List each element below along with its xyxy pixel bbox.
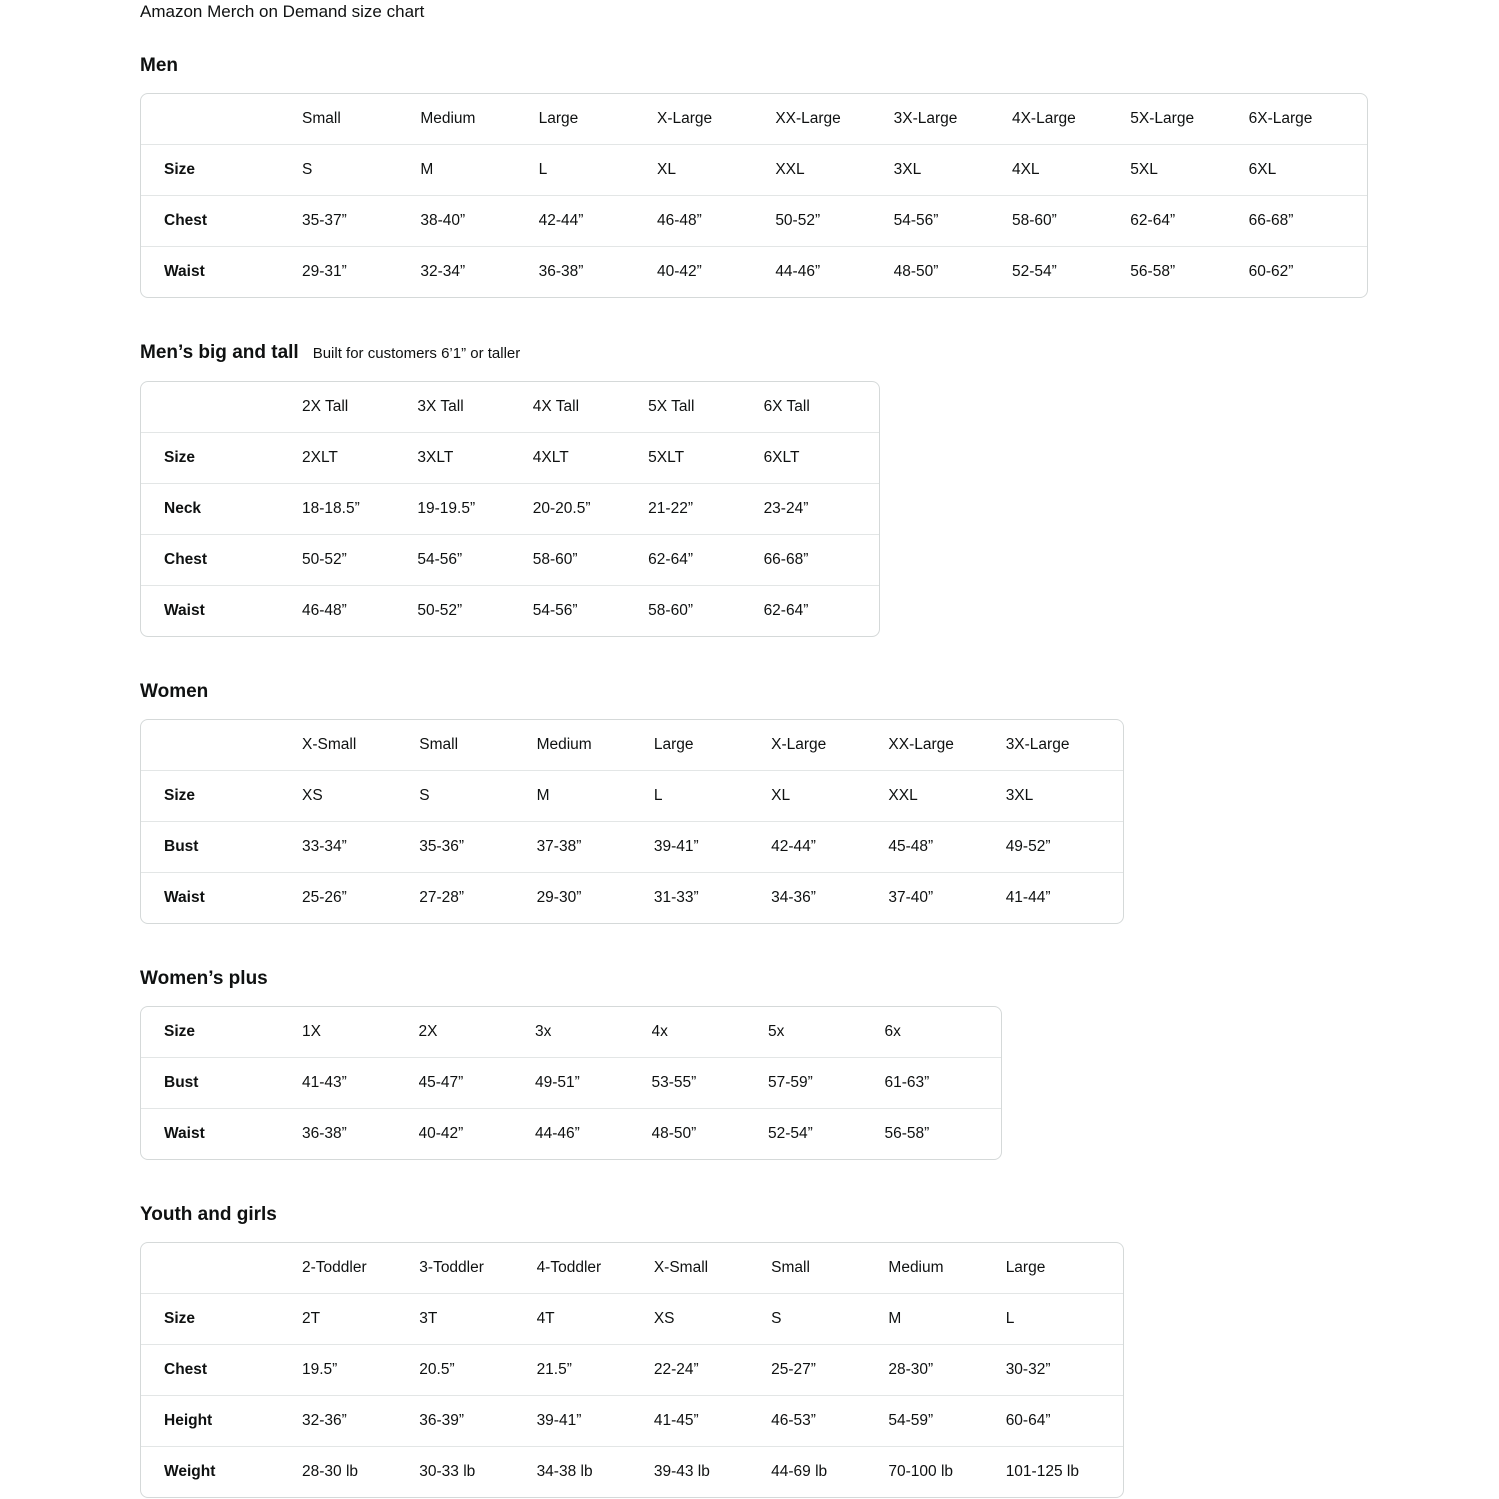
column-header: Medium [888, 1259, 944, 1276]
table-cell: 101-125 lb [1006, 1446, 1123, 1497]
size-table-men [140, 93, 1368, 298]
section-womens-plus [140, 967, 1499, 1160]
table-cell: 25-27” [771, 1344, 888, 1395]
table-cell: 6XL [1249, 144, 1367, 195]
size-table-women [140, 719, 1124, 924]
table-cell: 6XLT [764, 432, 879, 483]
column-header: 6X Tall [763, 398, 810, 415]
column-header: 4X-Large [1011, 110, 1076, 127]
table-cell: 3XL [894, 144, 1012, 195]
table-cell: M [888, 1293, 1005, 1344]
table-cell: 58-60” [1012, 195, 1130, 246]
corner-cell [141, 94, 302, 144]
table-cell: 54-56” [417, 534, 532, 585]
table-cell: S [771, 1293, 888, 1344]
column-header: XX-Large [775, 110, 841, 127]
table-cell: 49-52” [1006, 821, 1123, 872]
table-cell: 3XL [1006, 770, 1123, 821]
table-cell: 2X [418, 1023, 438, 1040]
table-cell: 48-50” [652, 1108, 769, 1159]
section-mens-big-and-tall [140, 341, 1499, 637]
table-cell: 22-24” [654, 1344, 771, 1395]
table-cell: 50-52” [302, 534, 417, 585]
table-cell: XS [302, 770, 419, 821]
table-cell: L [539, 144, 657, 195]
table-row [141, 1293, 1123, 1344]
table-cell: 60-62” [1249, 246, 1367, 297]
corner-cell [141, 382, 302, 432]
table-cell: S [302, 144, 420, 195]
table-cell: 60-64” [1006, 1395, 1123, 1446]
table-cell: 2T [302, 1293, 419, 1344]
table-cell: 31-33” [654, 872, 771, 923]
table-cell: 70-100 lb [888, 1446, 1005, 1497]
table-cell: 42-44” [539, 195, 657, 246]
table-cell: 45-48” [888, 821, 1005, 872]
table-cell: XL [771, 770, 888, 821]
table-cell: 4XLT [533, 432, 648, 483]
table-cell: 45-47” [419, 1057, 536, 1108]
table-cell: 4XL [1012, 144, 1130, 195]
column-header: 6X-Large [1248, 110, 1313, 127]
table-cell: 37-40” [888, 872, 1005, 923]
column-header: Medium [420, 110, 476, 127]
column-header: 5X-Large [1130, 110, 1195, 127]
table-cell: 54-56” [894, 195, 1012, 246]
table-row [141, 1446, 1123, 1497]
table-cell: 35-37” [302, 195, 420, 246]
section-men [140, 54, 1499, 298]
table-cell: 29-30” [537, 872, 654, 923]
section-heading-text: Men’s big and tall [140, 342, 299, 363]
table-cell: 32-34” [420, 246, 538, 297]
table-cell: 35-36” [419, 821, 536, 872]
row-label: Size [164, 1023, 196, 1040]
section-heading-text: Women [140, 681, 209, 702]
column-header: XX-Large [888, 736, 954, 753]
column-header: Small [419, 736, 459, 753]
section-subtitle: Built for customers 6’1” or taller [312, 345, 521, 362]
table-cell: XXL [888, 770, 1005, 821]
table-cell: 41-43” [302, 1057, 419, 1108]
page-title: Amazon Merch on Demand size chart [140, 2, 425, 21]
table-row [141, 585, 879, 636]
table-cell: 62-64” [1130, 195, 1248, 246]
column-header: 4X Tall [532, 398, 580, 415]
column-header: 3X-Large [893, 110, 958, 127]
table-cell: 34-38 lb [537, 1446, 654, 1497]
table-cell: 5XL [1130, 144, 1248, 195]
table-row [141, 144, 1367, 195]
table-cell: 39-41” [654, 821, 771, 872]
table-cell: 53-55” [652, 1057, 769, 1108]
section-heading-women [140, 680, 1499, 704]
column-header: Large [653, 736, 694, 753]
row-label: Chest [141, 1344, 302, 1395]
table-cell: 52-54” [1012, 246, 1130, 297]
section-women [140, 680, 1499, 924]
table-cell: 41-45” [654, 1395, 771, 1446]
table-row [141, 770, 1123, 821]
section-youth-and-girls [140, 1203, 1499, 1498]
table-row [141, 432, 879, 483]
column-header: 3X Tall [417, 398, 464, 415]
row-label: Chest [141, 534, 302, 585]
column-header: Small [771, 1259, 810, 1276]
table-cell: 62-64” [648, 534, 763, 585]
table-cell: 40-42” [419, 1108, 536, 1159]
table-cell: 40-42” [657, 246, 775, 297]
table-row [141, 1108, 1001, 1159]
row-label: Waist [141, 246, 302, 297]
table-header-row [141, 720, 1123, 770]
table-cell: 28-30” [888, 1344, 1005, 1395]
row-label: Waist [141, 1108, 302, 1159]
row-label: Waist [141, 585, 302, 636]
size-table-mens-big-and-tall [140, 381, 880, 637]
table-cell: 54-59” [888, 1395, 1005, 1446]
table-cell: 44-46” [775, 246, 893, 297]
table-cell: 42-44” [771, 821, 888, 872]
table-cell: 4T [537, 1293, 654, 1344]
table-cell: 19.5” [302, 1344, 419, 1395]
size-table-womens-plus [140, 1006, 1002, 1160]
table-cell: 2XLT [302, 432, 417, 483]
column-header: Small [302, 110, 341, 127]
column-header: X-Large [771, 736, 827, 753]
table-cell: 48-50” [894, 246, 1012, 297]
table-row [141, 534, 879, 585]
table-cell: 5XLT [648, 432, 763, 483]
table-cell: 57-59” [768, 1057, 885, 1108]
table-cell: 37-38” [537, 821, 654, 872]
table-cell: 27-28” [419, 872, 536, 923]
table-cell: 62-64” [764, 585, 879, 636]
size-table-youth-and-girls [140, 1242, 1124, 1498]
table-row [141, 821, 1123, 872]
table-cell: 44-69 lb [771, 1446, 888, 1497]
table-row [141, 1007, 1001, 1057]
table-cell: 4x [651, 1023, 668, 1040]
table-cell: 49-51” [535, 1057, 652, 1108]
table-cell: 50-52” [775, 195, 893, 246]
table-row [141, 1344, 1123, 1395]
table-cell: 56-58” [1130, 246, 1248, 297]
section-heading-text: Men [140, 55, 178, 76]
column-header: X-Small [653, 1259, 709, 1276]
section-heading-text: Women’s plus [140, 968, 268, 989]
table-cell: 19-19.5” [417, 483, 532, 534]
column-header: 3-Toddler [419, 1259, 484, 1276]
table-row [141, 483, 879, 534]
table-cell: 34-36” [771, 872, 888, 923]
table-cell: 36-39” [419, 1395, 536, 1446]
table-row [141, 872, 1123, 923]
table-cell: 36-38” [302, 1108, 419, 1159]
row-label: Neck [141, 483, 302, 534]
table-row [141, 195, 1367, 246]
section-heading-womens-plus [140, 967, 1499, 991]
column-header: 4-Toddler [536, 1259, 602, 1276]
table-cell: 52-54” [768, 1108, 885, 1159]
table-cell: 30-33 lb [419, 1446, 536, 1497]
table-cell: XS [654, 1293, 771, 1344]
table-header-row [141, 1243, 1123, 1293]
table-row [141, 1395, 1123, 1446]
column-header: Large [1005, 1259, 1046, 1276]
table-cell: M [420, 144, 538, 195]
table-header-row [141, 94, 1367, 144]
table-cell: 3x [535, 1023, 552, 1040]
table-cell: 46-53” [771, 1395, 888, 1446]
table-header-row [141, 382, 879, 432]
table-cell: 20.5” [419, 1344, 536, 1395]
table-cell: M [537, 770, 654, 821]
table-cell: 29-31” [302, 246, 420, 297]
table-cell: 6x [884, 1023, 901, 1040]
row-label: Height [141, 1395, 302, 1446]
table-cell: 25-26” [302, 872, 419, 923]
table-cell: 20-20.5” [533, 483, 648, 534]
table-cell: 38-40” [420, 195, 538, 246]
column-header: X-Large [656, 110, 713, 127]
column-header: 3X-Large [1005, 736, 1070, 753]
table-cell: 28-30 lb [302, 1446, 419, 1497]
table-cell: L [1006, 1293, 1123, 1344]
row-label: Size [141, 432, 302, 483]
section-heading-youth-and-girls [140, 1203, 1499, 1227]
table-cell: XL [657, 144, 775, 195]
row-label: Waist [141, 872, 302, 923]
table-row [141, 246, 1367, 297]
table-cell: 39-43 lb [654, 1446, 771, 1497]
table-cell: 18-18.5” [302, 483, 417, 534]
table-cell: 46-48” [302, 585, 417, 636]
table-cell: 33-34” [302, 821, 419, 872]
table-cell: 66-68” [1249, 195, 1367, 246]
corner-cell [141, 720, 302, 770]
table-cell: 21.5” [537, 1344, 654, 1395]
row-label: Size [141, 770, 302, 821]
table-cell: 36-38” [539, 246, 657, 297]
table-row [141, 1057, 1001, 1108]
row-label: Bust [141, 821, 302, 872]
column-header: X-Small [302, 736, 357, 753]
table-cell: 1X [302, 1023, 321, 1040]
column-header: 2-Toddler [302, 1259, 367, 1276]
table-cell: 58-60” [533, 534, 648, 585]
row-label: Weight [141, 1446, 302, 1497]
table-cell: 54-56” [533, 585, 648, 636]
column-header: 2X Tall [302, 398, 349, 415]
row-label: Bust [141, 1057, 302, 1108]
column-header: Medium [536, 736, 592, 753]
column-header: Large [538, 110, 579, 127]
row-label: Size [141, 144, 302, 195]
section-heading-men [140, 54, 1499, 78]
table-cell: L [654, 770, 771, 821]
table-cell: XXL [775, 144, 893, 195]
section-heading-mens-big-and-tall [140, 341, 1499, 366]
column-header: 5X Tall [648, 398, 695, 415]
table-cell: 3T [419, 1293, 536, 1344]
section-heading-text: Youth and girls [140, 1204, 277, 1225]
table-cell: 3XLT [417, 432, 532, 483]
table-cell: 44-46” [535, 1108, 652, 1159]
table-cell: 58-60” [648, 585, 763, 636]
table-cell: 23-24” [764, 483, 879, 534]
table-cell: 32-36” [302, 1395, 419, 1446]
row-label: Chest [141, 195, 302, 246]
table-cell: 21-22” [648, 483, 763, 534]
corner-cell [141, 1243, 302, 1293]
table-cell: 50-52” [417, 585, 532, 636]
table-cell: 30-32” [1006, 1344, 1123, 1395]
table-cell: 39-41” [537, 1395, 654, 1446]
table-cell: S [419, 770, 536, 821]
table-cell: 61-63” [885, 1057, 1002, 1108]
table-cell: 66-68” [764, 534, 879, 585]
table-cell: 56-58” [885, 1108, 1002, 1159]
table-cell: 5x [768, 1023, 785, 1040]
table-cell: 46-48” [657, 195, 775, 246]
row-label: Size [141, 1293, 302, 1344]
table-cell: 41-44” [1006, 872, 1123, 923]
